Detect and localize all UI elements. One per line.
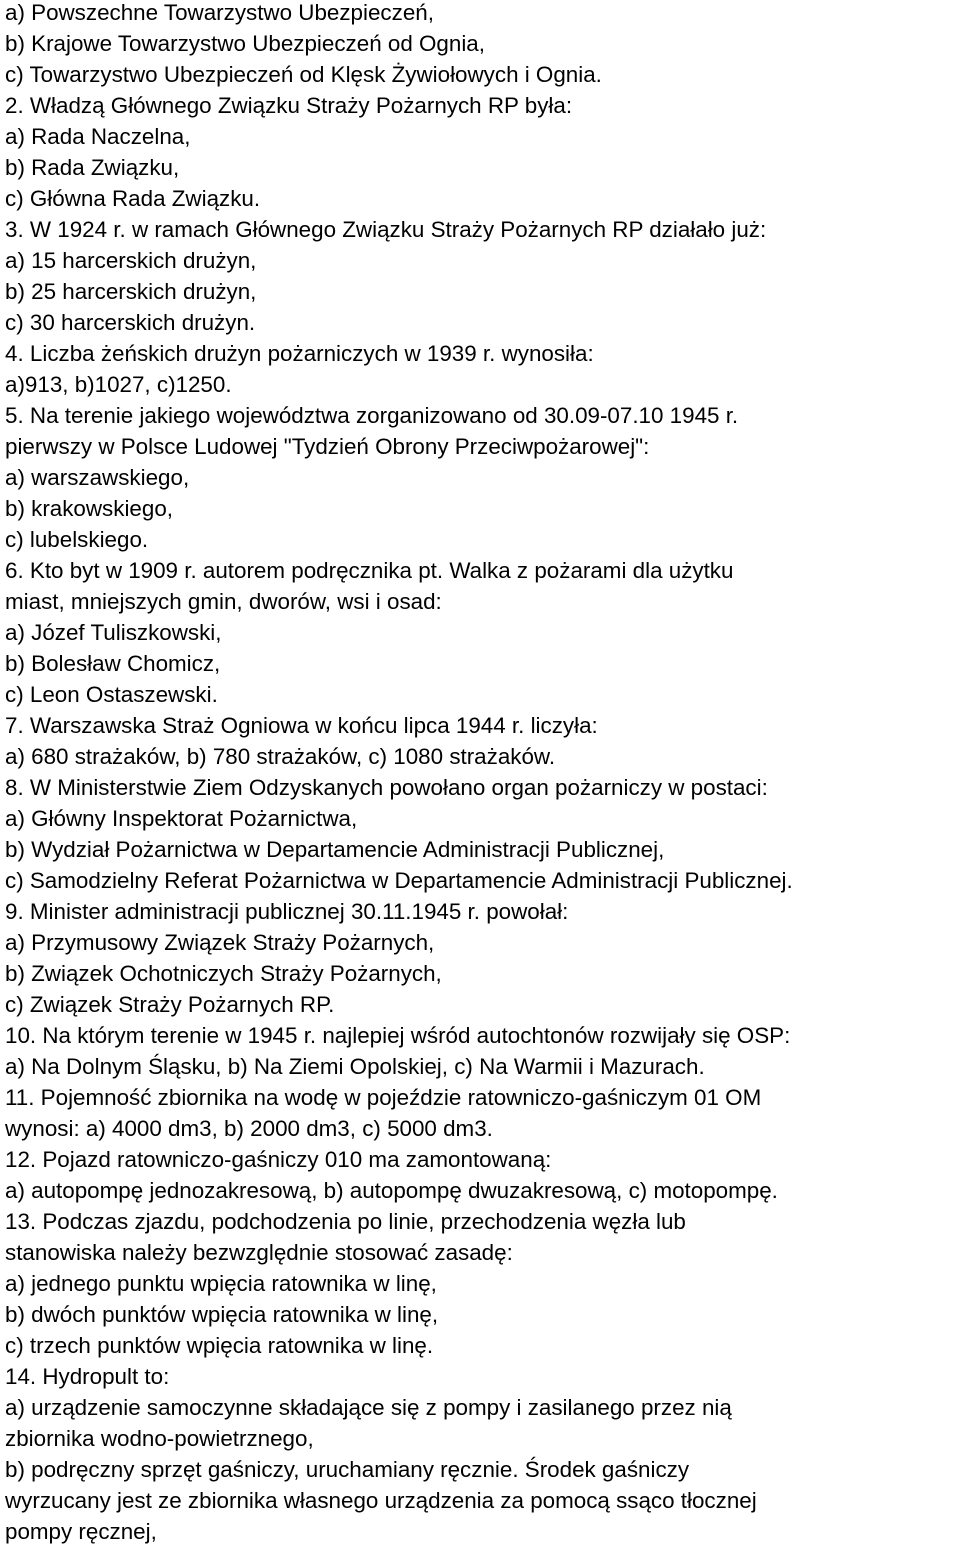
text-line: a) jednego punktu wpięcia ratownika w linę, [5, 1271, 437, 1296]
text-line: 13. Podczas zjazdu, podchodzenia po linie, przechodzenia węzła lub [5, 1209, 686, 1234]
text-line: c) Samodzielny Referat Pożarnictwa w Departamencie Administracji Publicznej. [5, 868, 793, 893]
text-line: b) Wydział Pożarnictwa w Departamencie Administracji Publicznej, [5, 837, 665, 862]
text-line: zbiornika wodno-powietrznego, [5, 1426, 314, 1451]
text-line: c) Towarzystwo Ubezpieczeń od Klęsk Żywiołowych i Ognia. [5, 62, 602, 87]
text-line: 6. Kto byt w 1909 r. autorem podręcznika pt. Walka z pożarami dla użytku [5, 558, 734, 583]
text-line: 9. Minister administracji publicznej 30.11.1945 r. powołał: [5, 899, 569, 924]
text-line: 10. Na którym terenie w 1945 r. najlepiej wśród autochtonów rozwijały się OSP: [5, 1023, 791, 1048]
text-line: wyrzucany jest ze zbiornika własnego urządzenia za pomocą ssąco tłocznej [5, 1488, 757, 1513]
text-line: b) Związek Ochotniczych Straży Pożarnych, [5, 961, 442, 986]
text-line: a) Przymusowy Związek Straży Pożarnych, [5, 930, 435, 955]
text-line: b) Rada Związku, [5, 155, 180, 180]
text-line: a) Powszechne Towarzystwo Ubezpieczeń, [5, 0, 434, 25]
document-page [5, 0, 960, 1547]
text-line: b) krakowskiego, [5, 496, 173, 521]
text-line: 3. W 1924 r. w ramach Głównego Związku Straży Pożarnych RP działało już: [5, 217, 767, 242]
text-line: a) urządzenie samoczynne składające się z pompy i zasilanego przez nią [5, 1395, 732, 1420]
text-line: 14. Hydropult to: [5, 1364, 170, 1389]
text-line: b) Bolesław Chomicz, [5, 651, 221, 676]
text-line: pierwszy w Polsce Ludowej "Tydzień Obrony Przeciwpożarowej": [5, 434, 650, 459]
text-line: 5. Na terenie jakiego województwa zorganizowano od 30.09-07.10 1945 r. [5, 403, 739, 428]
text-line: 4. Liczba żeńskich drużyn pożarniczych w 1939 r. wynosiła: [5, 341, 594, 366]
text-line: b) dwóch punktów wpięcia ratownika w linę, [5, 1302, 439, 1327]
text-line: 11. Pojemność zbiornika na wodę w pojeździe ratowniczo-gaśniczym 01 OM [5, 1085, 762, 1110]
text-line: c) Leon Ostaszewski. [5, 682, 218, 707]
text-line: a) Józef Tuliszkowski, [5, 620, 222, 645]
text-line: b) podręczny sprzęt gaśniczy, uruchamiany ręcznie. Środek gaśniczy [5, 1457, 690, 1482]
text-line: wynosi: a) 4000 dm3, b) 2000 dm3, c) 5000 dm3. [5, 1116, 493, 1141]
text-line: c) Główna Rada Związku. [5, 186, 261, 211]
text-line: a) Rada Naczelna, [5, 124, 191, 149]
text-line: a) autopompę jednozakresową, b) autopompę dwuzakresową, c) motopompę. [5, 1178, 778, 1203]
text-line: a) 680 strażaków, b) 780 strażaków, c) 1080 strażaków. [5, 744, 556, 769]
text-line: 2. Władzą Głównego Związku Straży Pożarnych RP była: [5, 93, 573, 118]
text-line: a) 15 harcerskich drużyn, [5, 248, 257, 273]
text-line: 12. Pojazd ratowniczo-gaśniczy 010 ma zamontowaną: [5, 1147, 552, 1172]
text-line: 8. W Ministerstwie Ziem Odzyskanych powołano organ pożarniczy w postaci: [5, 775, 768, 800]
text-line: pompy ręcznej, [5, 1519, 157, 1544]
text-line: 7. Warszawska Straż Ogniowa w końcu lipca 1944 r. liczyła: [5, 713, 598, 738]
text-line: b) Krajowe Towarzystwo Ubezpieczeń od Ognia, [5, 31, 485, 56]
text-line: miast, mniejszych gmin, dworów, wsi i osad: [5, 589, 442, 614]
text-line: a) Na Dolnym Śląsku, b) Na Ziemi Opolskiej, c) Na Warmii i Mazurach. [5, 1054, 705, 1079]
text-line: c) trzech punktów wpięcia ratownika w linę. [5, 1333, 434, 1358]
text-line: a) Główny Inspektorat Pożarnictwa, [5, 806, 358, 831]
text-line: c) 30 harcerskich drużyn. [5, 310, 256, 335]
text-line: stanowiska należy bezwzględnie stosować zasadę: [5, 1240, 513, 1265]
text-line: b) 25 harcerskich drużyn, [5, 279, 257, 304]
text-line: a) warszawskiego, [5, 465, 190, 490]
text-line: a)913, b)1027, c)1250. [5, 372, 232, 397]
text-line: c) Związek Straży Pożarnych RP. [5, 992, 335, 1017]
text-line: c) lubelskiego. [5, 527, 149, 552]
